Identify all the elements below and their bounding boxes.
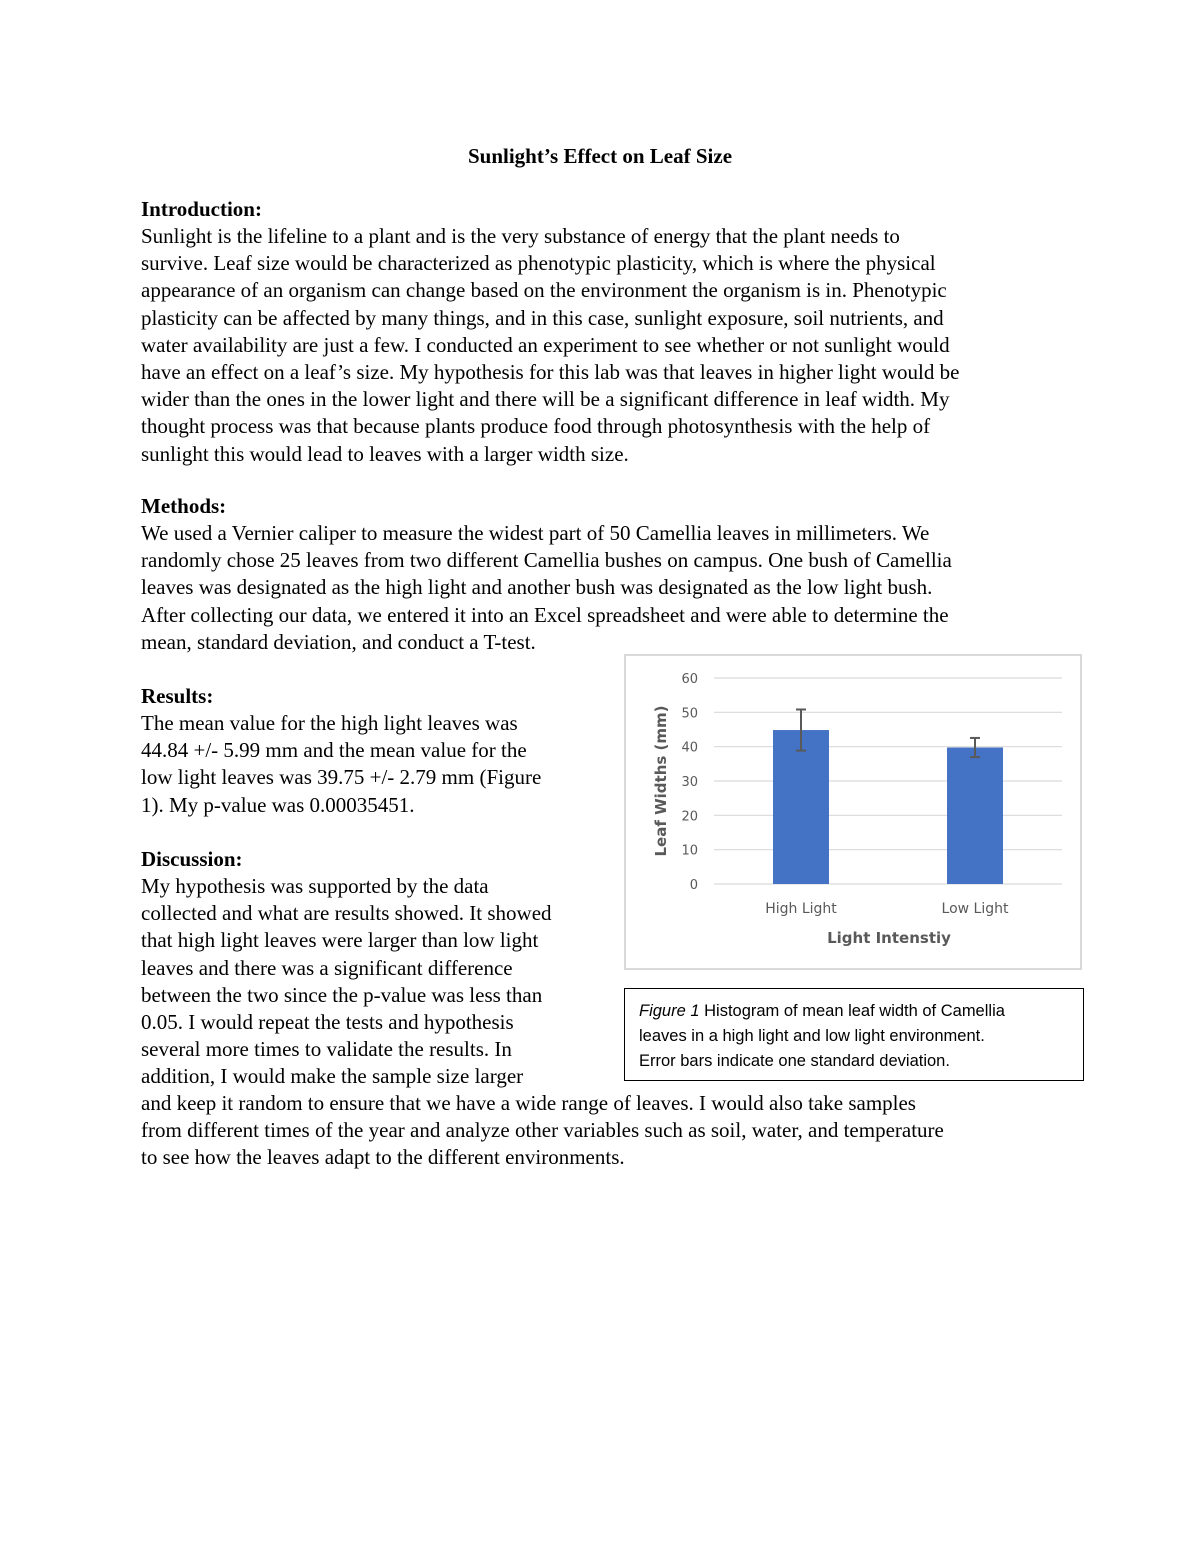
introduction-paragraph <box>141 223 1071 468</box>
paragraph-line: After collecting our data, we entered it into an Excel spreadsheet and were able to determine the <box>141 602 949 627</box>
methods-paragraph <box>141 520 1071 656</box>
paragraph-line: appearance of an organism can change based on the environment the organism is in. Phenotypic <box>141 278 947 303</box>
bar-chart-svg <box>626 656 1080 968</box>
y-axis-title: Leaf Widths (mm) <box>652 705 670 857</box>
introduction-heading: Introduction: <box>141 197 262 221</box>
y-tick-label: 0 <box>689 878 698 893</box>
y-tick-label: 30 <box>681 775 698 790</box>
paragraph-line: thought process was that because plants produce food through photosynthesis with the help of <box>141 414 931 439</box>
paragraph-line: wider than the ones in the lower light and there will be a significant difference in leaf width. My <box>141 387 950 412</box>
paragraph-line: plasticity can be affected by many things, and in this case, sunlight exposure, soil nutrients, and <box>141 305 944 330</box>
results-heading: Results: <box>141 684 214 708</box>
bar <box>773 730 829 884</box>
results-paragraph <box>141 710 611 819</box>
paragraph-line: survive. Leaf size would be characterized as phenotypic plasticity, which is where the physical <box>141 251 936 276</box>
paragraph-line: 0.05. I would repeat the tests and hypothesis <box>141 1010 514 1035</box>
paragraph-line: sunlight this would lead to leaves with a larger width size. <box>141 441 629 466</box>
figure-1-chart <box>624 654 1082 970</box>
paragraph-line: leaves was designated as the high light and another bush was designated as the low light bush. <box>141 575 933 600</box>
paragraph-line: have an effect on a leaf’s size. My hypothesis for this lab was that leaves in higher light would be <box>141 360 960 385</box>
caption-text: leaves in a high light and low light environment. <box>639 1027 985 1045</box>
paragraph-line: My hypothesis was supported by the data <box>141 874 489 898</box>
paragraph-line: addition, I would make the sample size larger <box>141 1064 524 1089</box>
y-tick-label: 10 <box>681 843 698 859</box>
y-tick-label: 40 <box>681 740 698 756</box>
paragraph-line: Sunlight is the lifeline to a plant and is the very substance of energy that the plant needs to <box>141 224 900 248</box>
paragraph-line: low light leaves was 39.75 +/- 2.79 mm (Figure <box>141 765 542 790</box>
paragraph-line: 44.84 +/- 5.99 mm and the mean value for the <box>141 738 527 763</box>
paragraph-line: and keep it random to ensure that we have a wide range of leaves. I would also take samples <box>141 1091 916 1115</box>
figure-1-caption <box>624 988 1084 1081</box>
y-tick-label: 20 <box>681 809 698 825</box>
paragraph-line: The mean value for the high light leaves was <box>141 711 518 735</box>
discussion-heading: Discussion: <box>141 847 243 871</box>
y-tick-label: 60 <box>681 672 698 687</box>
discussion-paragraph-full <box>141 1090 1071 1172</box>
x-axis-title: Light Intenstiy <box>827 929 951 947</box>
x-tick-label: Low Light <box>941 901 1009 917</box>
methods-heading: Methods: <box>141 494 227 518</box>
paragraph-line: randomly chose 25 leaves from two different Camellia bushes on campus. One bush of Camellia <box>141 548 952 573</box>
paragraph-line: We used a Vernier caliper to measure the widest part of 50 Camellia leaves in millimeters. We <box>141 521 930 545</box>
paragraph-line: from different times of the year and analyze other variables such as soil, water, and temperature <box>141 1118 944 1143</box>
document-title: Sunlight’s Effect on Leaf Size <box>467 144 733 168</box>
paragraph-line: water availability are just a few. I conducted an experiment to see whether or not sunlight would <box>141 332 950 357</box>
paragraph-line: mean, standard deviation, and conduct a T-test. <box>141 629 536 654</box>
paragraph-line: collected and what are results showed. It showed <box>141 901 552 926</box>
y-tick-label: 50 <box>681 706 698 722</box>
figure-label: Figure 1 <box>639 1002 700 1020</box>
discussion-paragraph-wrapped <box>141 873 611 1091</box>
paragraph-line: to see how the leaves adapt to the different environments. <box>141 1145 625 1170</box>
paragraph-line: 1). My p-value was 0.00035451. <box>141 792 415 817</box>
paragraph-line: between the two since the p-value was less than <box>141 982 543 1007</box>
paragraph-line: that high light leaves were larger than low light <box>141 928 539 953</box>
paragraph-line: leaves and there was a significant difference <box>141 955 513 980</box>
caption-text: Error bars indicate one standard deviation. <box>639 1052 950 1070</box>
x-tick-label: High Light <box>765 901 837 917</box>
caption-text: Histogram of mean leaf width of Camellia <box>699 1002 1005 1020</box>
paragraph-line: several more times to validate the results. In <box>141 1037 512 1062</box>
bar <box>947 748 1003 884</box>
